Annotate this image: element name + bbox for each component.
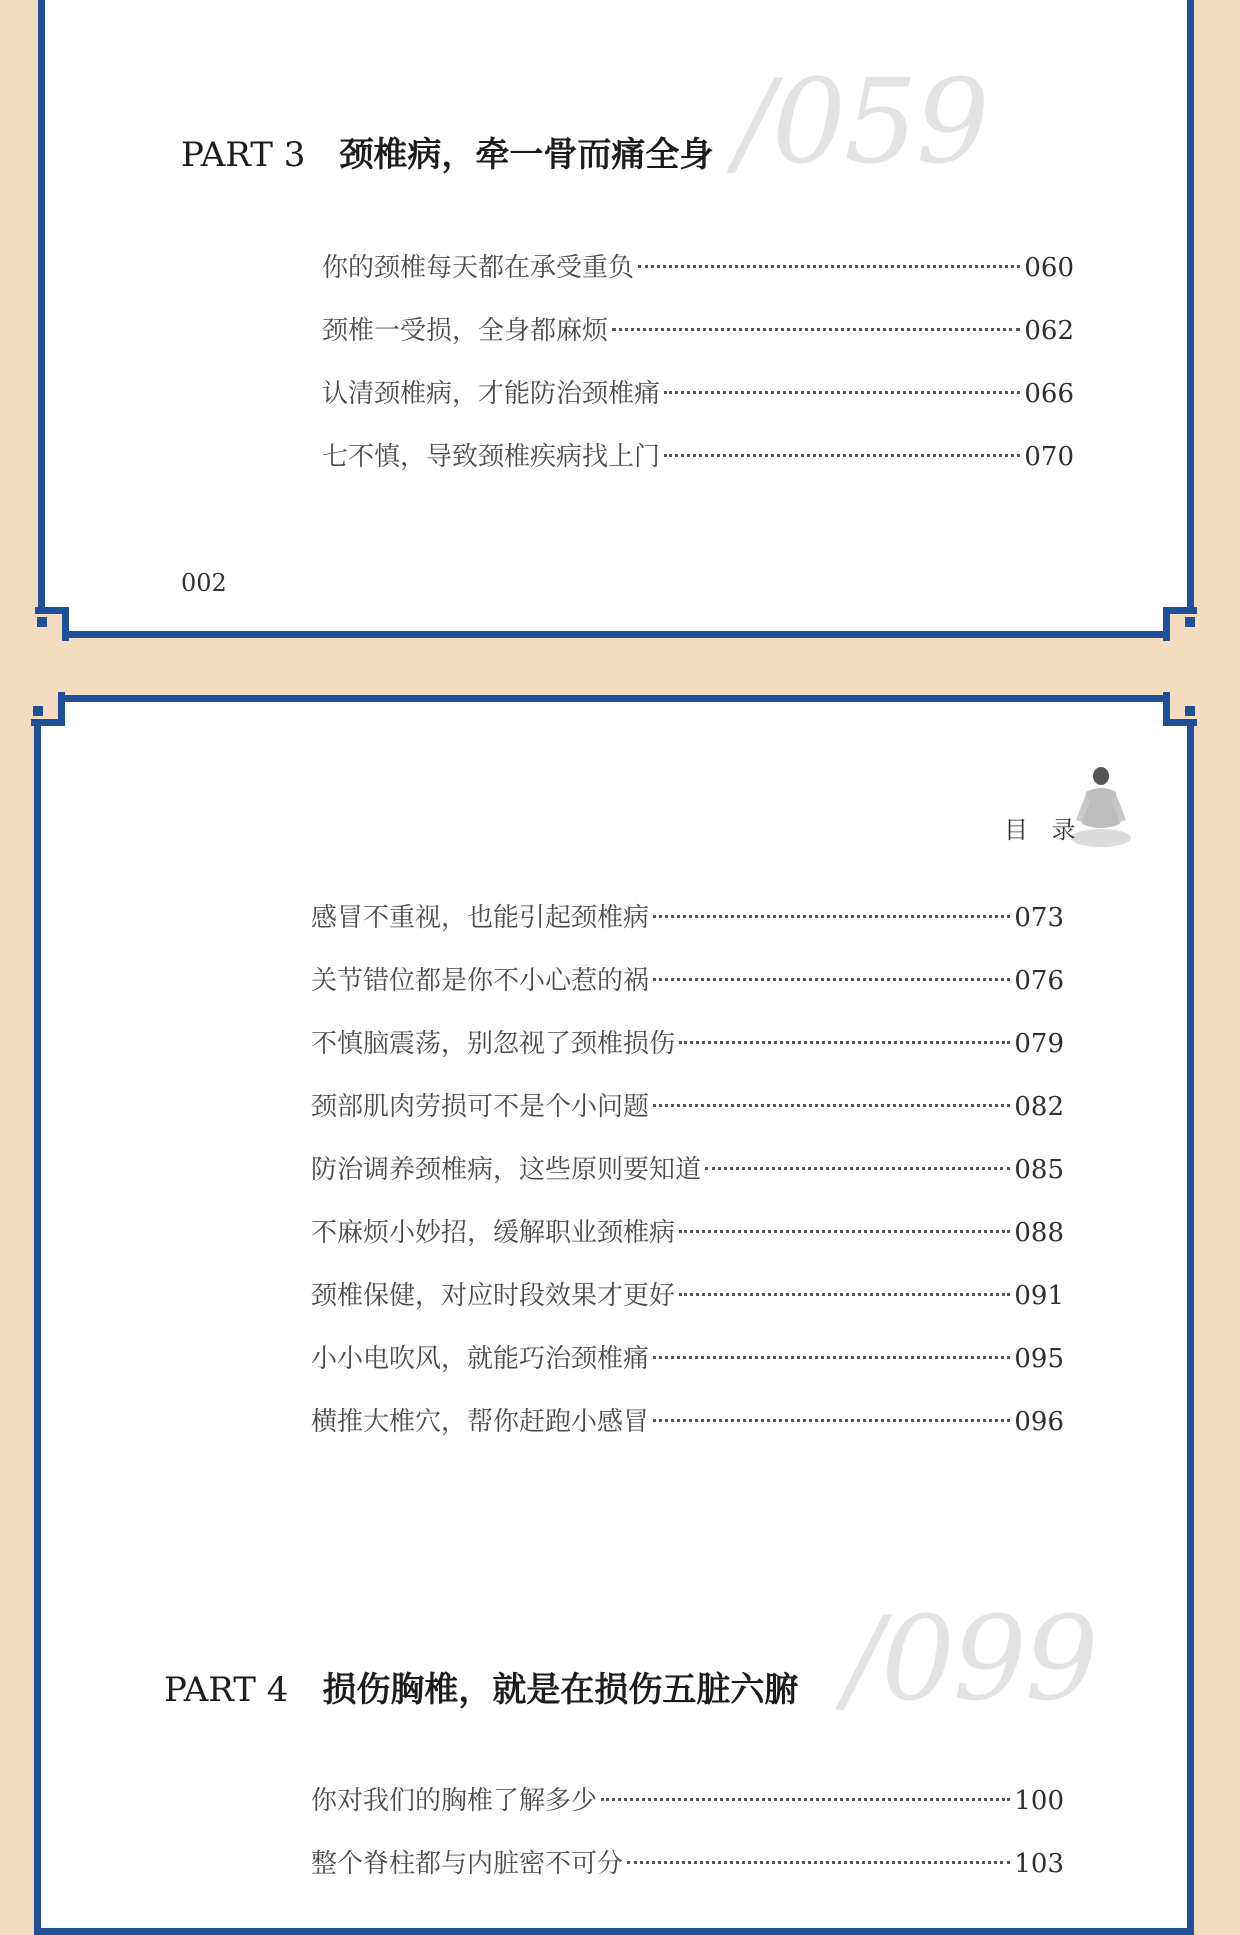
- toc-entry[interactable]: [311, 1338, 1064, 1401]
- leader-dots: [679, 1041, 1010, 1044]
- toc-list-continued: [311, 897, 1064, 1464]
- toc-entry-page: 060: [1024, 253, 1074, 283]
- toc-entry-title: 防治调养颈椎病，这些原则要知道: [311, 1155, 702, 1185]
- leader-dots: [653, 1419, 1010, 1422]
- toc-entry-page: 079: [1014, 1029, 1064, 1059]
- leader-dots: [679, 1230, 1010, 1233]
- frame-corner-ornament: [31, 692, 65, 726]
- leader-dots: [653, 915, 1010, 918]
- toc-entry-title: 关节错位都是你不小心惹的祸: [311, 966, 650, 996]
- toc-entry[interactable]: [322, 247, 1074, 310]
- leader-dots: [664, 454, 1020, 457]
- toc-entry[interactable]: [311, 1212, 1064, 1275]
- leader-dots: [653, 1104, 1010, 1107]
- toc-entry-title: 认清颈椎病，才能防治颈椎痛: [322, 379, 661, 409]
- toc-entry-page: 085: [1014, 1155, 1064, 1185]
- part-4-page-number: /099: [844, 1592, 1097, 1727]
- leader-dots: [705, 1167, 1010, 1170]
- toc-entry[interactable]: [311, 960, 1064, 1023]
- toc-entry-title: 七不慎，导致颈椎疾病找上门: [322, 442, 661, 472]
- part-title: 损伤胸椎，就是在损伤五脏六腑: [322, 1670, 799, 1710]
- leader-dots: [612, 328, 1020, 331]
- frame-corner-ornament: [1163, 692, 1197, 726]
- toc-entry[interactable]: [311, 1275, 1064, 1338]
- toc-entry-page: 062: [1024, 316, 1074, 346]
- toc-entry-page: 076: [1014, 966, 1064, 996]
- frame-corner-ornament: [1163, 607, 1197, 641]
- toc-entry[interactable]: [311, 1149, 1064, 1212]
- toc-entry[interactable]: [322, 436, 1074, 499]
- leader-dots: [601, 1798, 1010, 1801]
- toc-entry-page: 096: [1014, 1407, 1064, 1437]
- toc-entry-page: 095: [1014, 1344, 1064, 1374]
- toc-entry-page: 082: [1014, 1092, 1064, 1122]
- part-title: 颈椎病，牵一骨而痛全身: [339, 135, 714, 175]
- toc-page-bottom: [34, 695, 1194, 1935]
- part-label: PART 4: [164, 1670, 289, 1710]
- toc-page-top: [38, 0, 1194, 638]
- leader-dots: [653, 978, 1010, 981]
- toc-entry[interactable]: [311, 1023, 1064, 1086]
- toc-entry[interactable]: [311, 1843, 1064, 1906]
- toc-entry-page: 091: [1014, 1281, 1064, 1311]
- toc-entry-title: 不慎脑震荡，别忽视了颈椎损伤: [311, 1029, 676, 1059]
- toc-entry-title: 感冒不重视，也能引起颈椎病: [311, 903, 650, 933]
- part-3-heading: [181, 127, 713, 176]
- leader-dots: [638, 265, 1020, 268]
- part-label: PART 3: [181, 135, 306, 175]
- toc-entry-page: 073: [1014, 903, 1064, 933]
- leader-dots: [627, 1861, 1010, 1864]
- part-3-page-number: /059: [735, 55, 988, 190]
- toc-entry-page: 070: [1024, 442, 1074, 472]
- toc-entry[interactable]: [322, 310, 1074, 373]
- toc-entry-title: 横推大椎穴，帮你赶跑小感冒: [311, 1407, 650, 1437]
- toc-entry-title: 颈椎保健，对应时段效果才更好: [311, 1281, 676, 1311]
- leader-dots: [679, 1293, 1010, 1296]
- toc-entry[interactable]: [311, 897, 1064, 960]
- page-number: 002: [181, 569, 227, 597]
- toc-entry-title: 颈椎一受损，全身都麻烦: [322, 316, 609, 346]
- frame-corner-ornament: [35, 607, 69, 641]
- leader-dots: [664, 391, 1020, 394]
- toc-entry-title: 整个脊柱都与内脏密不可分: [311, 1849, 624, 1879]
- toc-entry-page: 066: [1024, 379, 1074, 409]
- toc-entry-title: 小小电吹风，就能巧治颈椎痛: [311, 1344, 650, 1374]
- toc-entry-page: 088: [1014, 1218, 1064, 1248]
- toc-entry-title: 不麻烦小妙招，缓解职业颈椎病: [311, 1218, 676, 1248]
- toc-entry-page: 100: [1014, 1786, 1064, 1816]
- leader-dots: [653, 1356, 1010, 1359]
- toc-entry-title: 你对我们的胸椎了解多少: [311, 1786, 598, 1816]
- toc-entry-title: 你的颈椎每天都在承受重负: [322, 253, 635, 283]
- toc-entry[interactable]: [322, 373, 1074, 436]
- toc-entry[interactable]: [311, 1086, 1064, 1149]
- toc-list-part-3: [322, 247, 1074, 499]
- toc-entry-page: 103: [1014, 1849, 1064, 1879]
- toc-entry[interactable]: [311, 1780, 1064, 1843]
- toc-list-part-4: [311, 1780, 1064, 1906]
- toc-entry-title: 颈部肌肉劳损可不是个小问题: [311, 1092, 650, 1122]
- part-4-heading: [164, 1662, 798, 1711]
- toc-header: 目 录: [1004, 816, 1084, 844]
- toc-entry[interactable]: [311, 1401, 1064, 1464]
